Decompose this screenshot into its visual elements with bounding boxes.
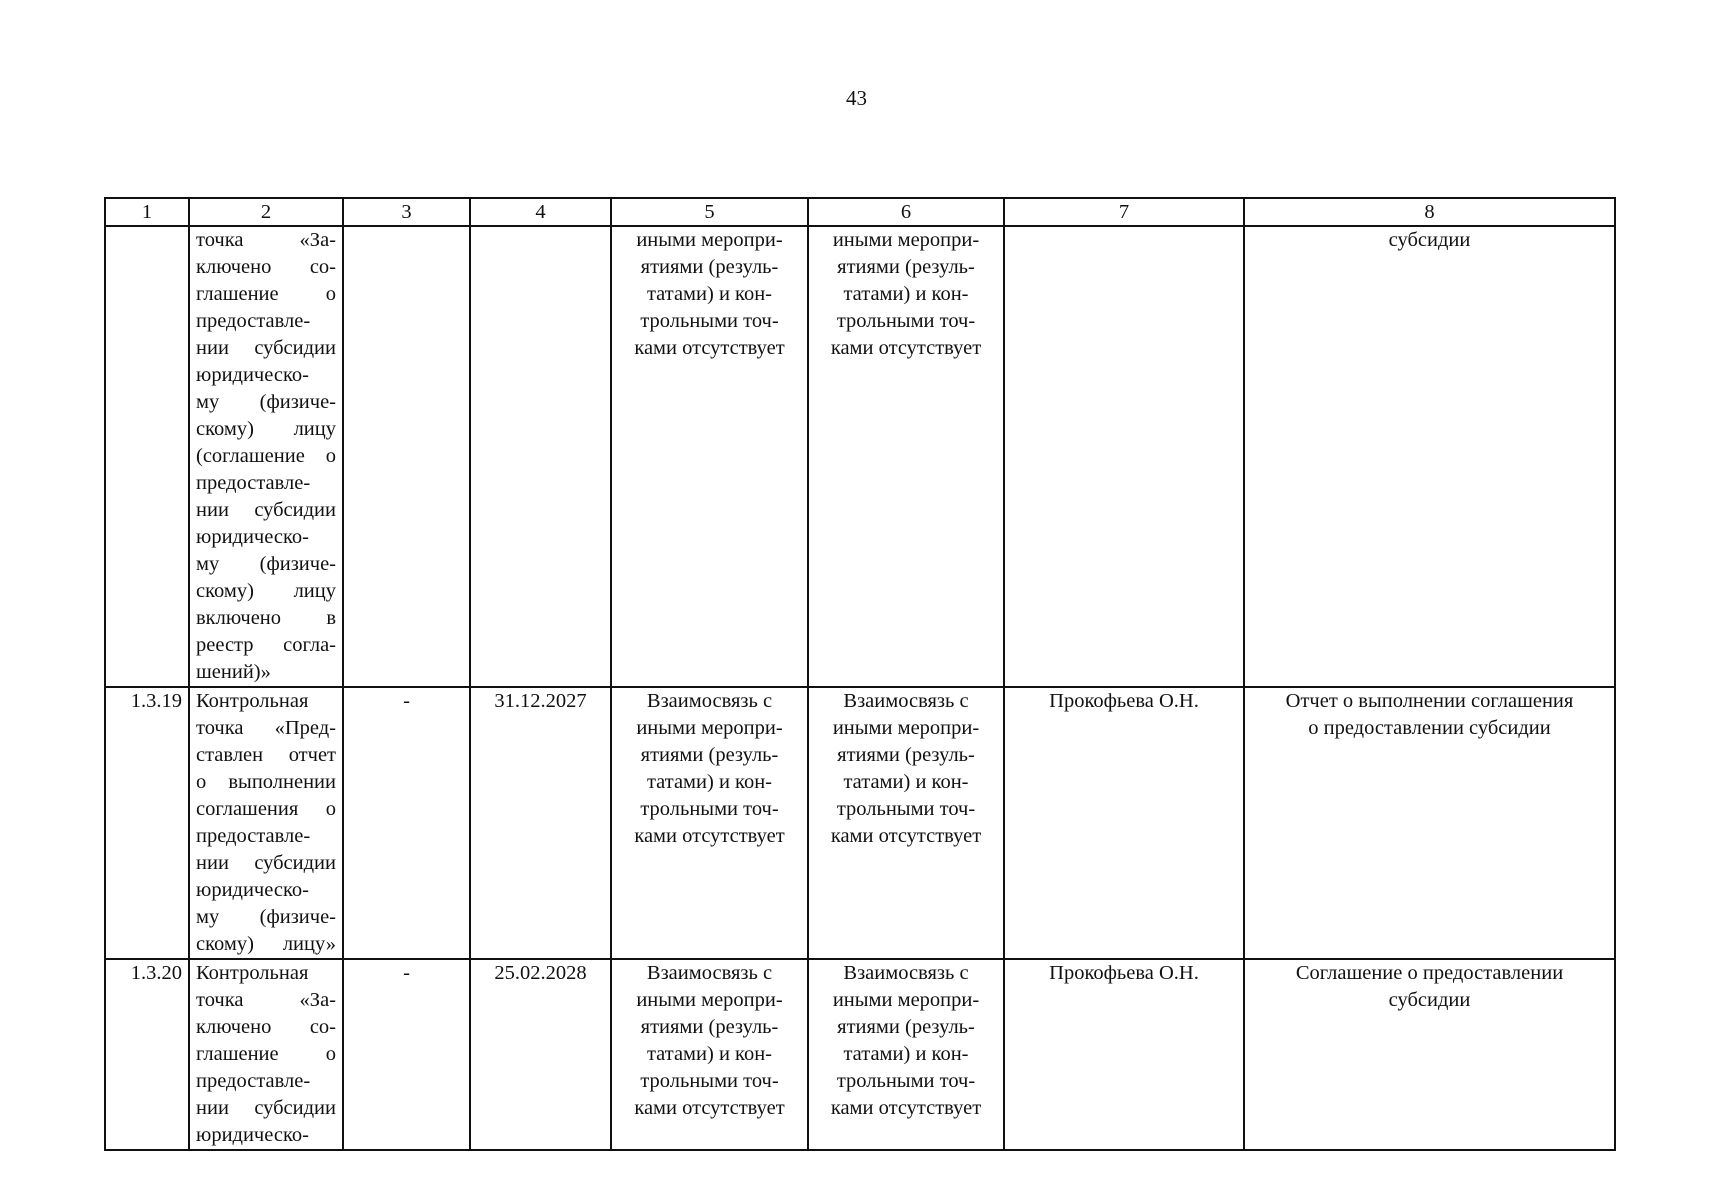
result-document-line: Соглашение о предоставлении	[1295, 962, 1564, 984]
event-name-line: му (физиче-	[196, 906, 336, 928]
successor-link-line: трольными точ-	[836, 798, 976, 820]
predecessor-link-line: татами) и кон-	[646, 771, 773, 793]
successor-link	[808, 226, 1004, 687]
successor-link-line: татами) и кон-	[843, 1043, 969, 1065]
predecessor-link-line: иными меропри-	[636, 229, 783, 251]
result-document-line: субсидии	[1388, 989, 1471, 1011]
event-name-line: точка «За-	[196, 229, 336, 251]
successor-link-line: трольными точ-	[836, 310, 976, 332]
event-name-line: предоставле-	[196, 825, 311, 847]
event-name-line: юридическо-	[196, 526, 309, 548]
event-name-line: шений)»	[196, 661, 271, 683]
result-document-line: Отчет о выполнении соглашения	[1285, 690, 1574, 712]
event-name-line: Контрольная	[196, 962, 309, 984]
predecessor-link-line: иными меропри-	[636, 989, 783, 1011]
successor-link	[808, 959, 1004, 1150]
event-name-line: (соглашение о	[196, 445, 336, 467]
result-document	[1244, 687, 1615, 959]
event-name-line: скому) лицу	[196, 580, 336, 602]
column-header-7: 7	[1004, 198, 1244, 226]
event-name-line: скому) лицу	[196, 418, 336, 440]
result-document	[1244, 226, 1615, 687]
column-header-8: 8	[1244, 198, 1615, 226]
event-name	[189, 687, 343, 959]
successor-link-line: ятиями (резуль-	[837, 744, 975, 766]
successor-link-line: ками отсутствует	[830, 337, 982, 359]
successor-link-line: ками отсутствует	[830, 1097, 982, 1119]
successor-link-line: ятиями (резуль-	[837, 256, 975, 278]
event-name-line: включено в	[196, 607, 336, 629]
predecessor-link-line: иными меропри-	[636, 717, 783, 739]
result-document-line: о предоставлении субсидии	[1308, 717, 1551, 739]
column-header-5: 5	[611, 198, 808, 226]
event-name-line: предоставле-	[196, 310, 311, 332]
predecessor-link-line: ятиями (резуль-	[640, 256, 779, 278]
event-name-line: глашение о	[196, 1043, 336, 1065]
event-name-line: точка «Пред-	[196, 717, 336, 739]
event-name-line: нии субсидии	[196, 499, 336, 521]
responsible-person: Прокофьева О.Н.	[1004, 687, 1244, 959]
schedule-table	[104, 197, 1616, 1151]
successor-link-line: иными меропри-	[832, 717, 980, 739]
column-header-2: 2	[189, 198, 343, 226]
successor-link-line: Взаимосвязь с	[843, 690, 969, 712]
event-name-line: ключено со-	[196, 1016, 336, 1038]
event-name	[189, 226, 343, 687]
event-name-line: реестр согла-	[196, 634, 336, 656]
start-date	[343, 226, 470, 687]
predecessor-link-line: трольными точ-	[640, 310, 779, 332]
end-date: 31.12.2027	[470, 687, 611, 959]
event-name-line: му (физиче-	[196, 391, 336, 413]
predecessor-link-line: ятиями (резуль-	[640, 744, 779, 766]
column-header-1: 1	[105, 198, 189, 226]
event-name-line: о выполнении	[196, 771, 336, 793]
row-number: 1.3.20	[105, 959, 189, 1150]
event-name-line: юридическо-	[196, 1124, 309, 1146]
event-name-line: юридическо-	[196, 364, 309, 386]
predecessor-link-line: ками отсутствует	[634, 337, 785, 359]
responsible-person: Прокофьева О.Н.	[1004, 959, 1244, 1150]
successor-link-line: ками отсутствует	[830, 825, 982, 847]
predecessor-link-line: татами) и кон-	[646, 283, 773, 305]
event-name-line: му (физиче-	[196, 553, 336, 575]
event-name-line: глашение о	[196, 283, 336, 305]
column-header-3: 3	[343, 198, 470, 226]
table-row	[105, 687, 1615, 959]
predecessor-link	[611, 687, 808, 959]
table-row	[105, 959, 1615, 1150]
event-name-line: точка «За-	[196, 989, 336, 1011]
event-name	[189, 959, 343, 1150]
successor-link-line: татами) и кон-	[843, 771, 969, 793]
predecessor-link-line: татами) и кон-	[646, 1043, 773, 1065]
event-name-line: скому) лицу»	[196, 933, 336, 955]
event-name-line: соглашения о	[196, 798, 336, 820]
successor-link-line: ятиями (резуль-	[837, 1016, 975, 1038]
predecessor-link-line: трольными точ-	[640, 1070, 779, 1092]
successor-link-line: Взаимосвязь с	[843, 962, 969, 984]
successor-link	[808, 687, 1004, 959]
event-name-line: нии субсидии	[196, 337, 336, 359]
end-date	[470, 226, 611, 687]
successor-link-line: иными меропри-	[832, 229, 980, 251]
event-name-line: нии субсидии	[196, 852, 336, 874]
start-date: -	[343, 687, 470, 959]
predecessor-link-line: ками отсутствует	[634, 825, 785, 847]
event-name-line: предоставле-	[196, 1070, 311, 1092]
predecessor-link-line: ками отсутствует	[634, 1097, 785, 1119]
predecessor-link-line: Взаимосвязь с	[646, 690, 773, 712]
table-row	[105, 226, 1615, 687]
predecessor-link-line: ятиями (резуль-	[640, 1016, 779, 1038]
successor-link-line: татами) и кон-	[843, 283, 969, 305]
column-header-4: 4	[470, 198, 611, 226]
column-header-6: 6	[808, 198, 1004, 226]
predecessor-link	[611, 959, 808, 1150]
predecessor-link	[611, 226, 808, 687]
event-name-line: нии субсидии	[196, 1097, 336, 1119]
end-date: 25.02.2028	[470, 959, 611, 1150]
responsible-person	[1004, 226, 1244, 687]
table-body	[105, 226, 1615, 1150]
successor-link-line: трольными точ-	[836, 1070, 976, 1092]
predecessor-link-line: трольными точ-	[640, 798, 779, 820]
row-number: 1.3.19	[105, 687, 189, 959]
result-document-line: субсидии	[1388, 229, 1471, 251]
result-document	[1244, 959, 1615, 1150]
event-name-line: юридическо-	[196, 879, 309, 901]
page-number: 43	[846, 86, 867, 110]
header-row	[105, 198, 1615, 226]
event-name-line: ставлен отчет	[196, 744, 336, 766]
event-name-line: Контрольная	[196, 690, 309, 712]
event-name-line: предоставле-	[196, 472, 311, 494]
event-name-line: ключено со-	[196, 256, 336, 278]
predecessor-link-line: Взаимосвязь с	[646, 962, 773, 984]
row-number	[105, 226, 189, 687]
successor-link-line: иными меропри-	[832, 989, 980, 1011]
start-date: -	[343, 959, 470, 1150]
